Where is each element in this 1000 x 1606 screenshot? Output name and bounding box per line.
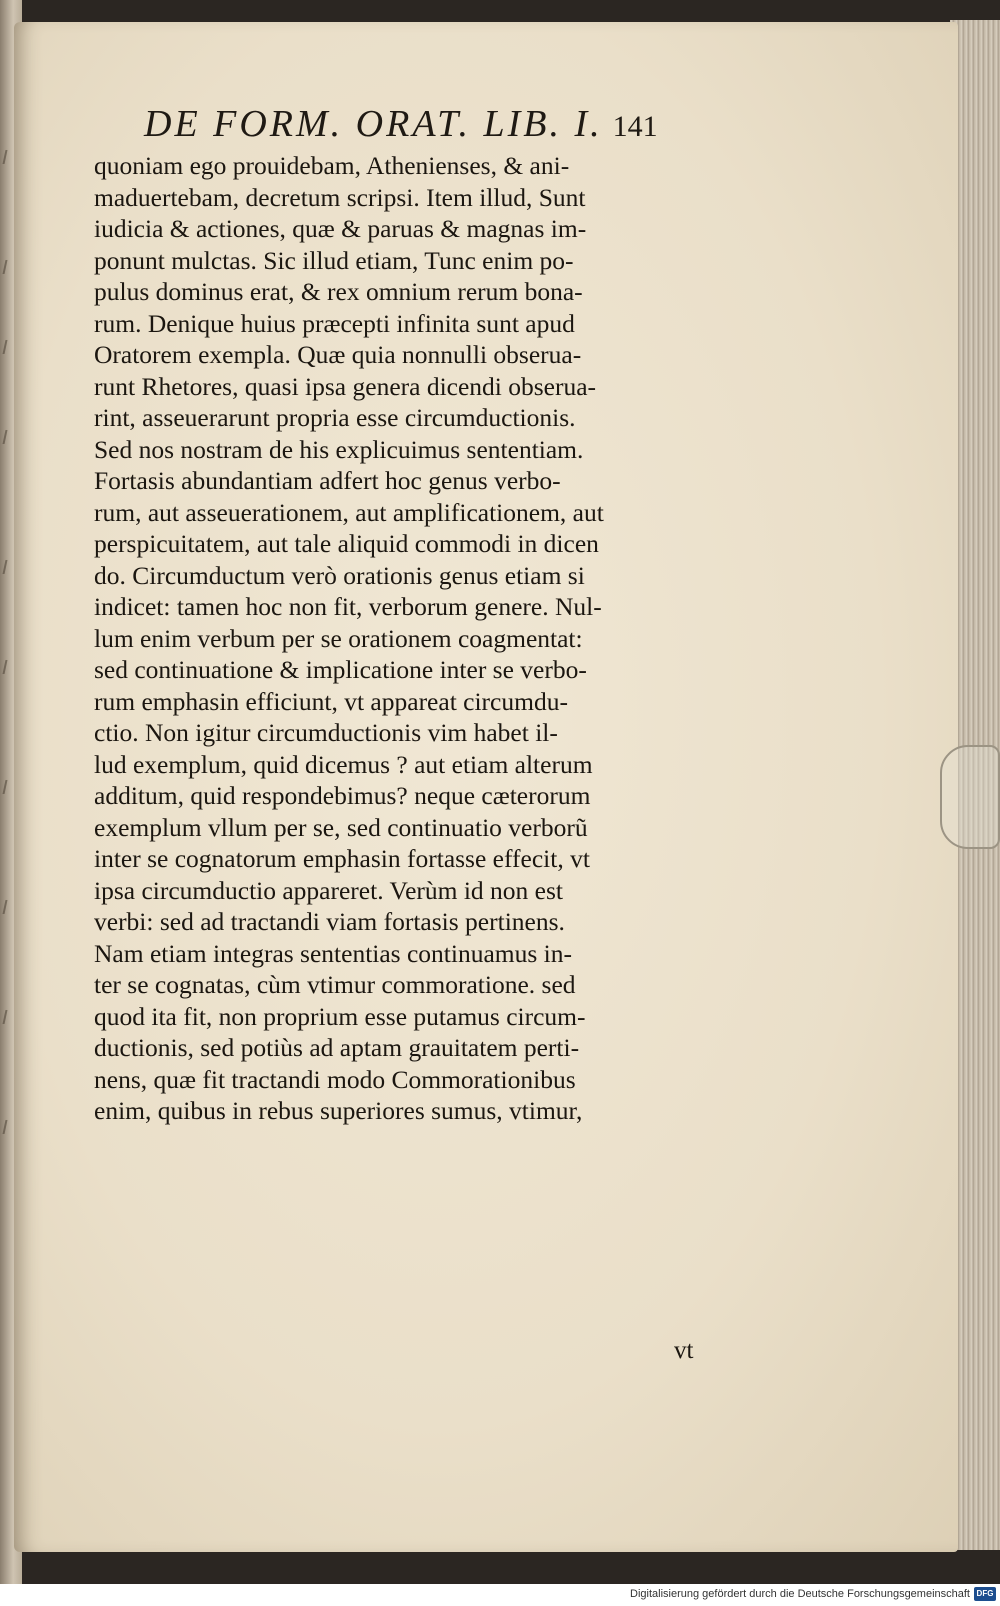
text-line: additum, quid respondebimus? neque cæterorum	[94, 781, 591, 810]
text-line: rum, aut asseuerationem, aut amplificationem, aut	[94, 497, 604, 527]
text-line: verbi: sed ad tractandi viam fortasis pertinens.	[94, 907, 565, 936]
text-line: nens, quæ fit tractandi modo Commorationibus	[94, 1064, 576, 1094]
text-line: inter se cognatorum emphasin fortasse effecit, vt	[94, 844, 590, 873]
text-line: Fortasis abundantiam adfert hoc genus verbo-	[94, 466, 561, 495]
text-line: enim, quibus in rebus superiores sumus, vtimur,	[94, 1096, 583, 1125]
body-text	[94, 150, 754, 1127]
dfg-logo: DFG	[974, 1587, 996, 1601]
text-line: rint, asseuerarunt propria esse circumductionis.	[94, 403, 576, 432]
text-line: maduertebam, decretum scripsi. Item illud, Sunt	[94, 182, 586, 212]
text-line: exemplum vllum per se, sed continuatio verborũ	[94, 812, 588, 842]
text-line: lud exemplum, quid dicemus ? aut etiam alterum	[94, 749, 593, 779]
text-line: perspicuitatem, aut tale aliquid commodi in dicen	[94, 529, 599, 558]
text-line: ter se cognatas, cùm vtimur commoratione. sed	[94, 970, 576, 999]
running-header	[144, 102, 744, 146]
page-clip	[940, 745, 1000, 849]
text-line: ipsa circumductio appareret. Verùm id non est	[94, 875, 564, 905]
text-line: Oratorem exempla. Quæ quia nonnulli obserua-	[94, 340, 582, 369]
text-line: runt Rhetores, quasi ipsa genera dicendi obserua-	[94, 371, 597, 401]
text-line: ductionis, sed potiùs ad aptam grauitatem perti-	[94, 1033, 580, 1062]
book-page	[14, 22, 958, 1552]
text-line: lum enim verbum per se orationem coagmentat:	[94, 623, 583, 653]
text-line: ponunt mulctas. Sic illud etiam, Tunc enim po-	[94, 245, 574, 275]
text-line: Sed nos nostram de his explicuimus sententiam.	[94, 434, 584, 464]
footer-bar	[0, 1584, 1000, 1606]
text-line: pulus dominus erat, & rex omnium rerum bona-	[94, 277, 583, 306]
text-line: Nam etiam integras sententias continuamus in-	[94, 938, 573, 968]
text-line: do. Circumductum verò orationis genus etiam si	[94, 560, 585, 590]
text-line: ctio. Non igitur circumductionis vim habet il-	[94, 718, 558, 747]
text-line: iudicia & actiones, quæ & paruas & magnas im-	[94, 214, 587, 243]
text-line: sed continuatione & implicatione inter se verbo-	[94, 655, 587, 684]
text-line: indicet: tamen hoc non fit, verborum genere. Nul-	[94, 592, 602, 621]
page-number: 141	[612, 110, 658, 143]
running-title: DE FORM. ORAT. LIB. I.	[144, 103, 603, 145]
text-line: rum emphasin efficiunt, vt appareat circumdu-	[94, 686, 568, 716]
catchword: vt	[674, 1337, 694, 1364]
digitization-credit: Digitalisierung gefördert durch die Deutsche Forschungsgemeinschaft	[630, 1588, 970, 1600]
text-line: quod ita fit, non proprium esse putamus circum-	[94, 1001, 586, 1031]
text-line: quoniam ego prouidebam, Athenienses, & ani-	[94, 151, 570, 180]
text-line: rum. Denique huius præcepti infinita sunt apud	[94, 308, 575, 338]
